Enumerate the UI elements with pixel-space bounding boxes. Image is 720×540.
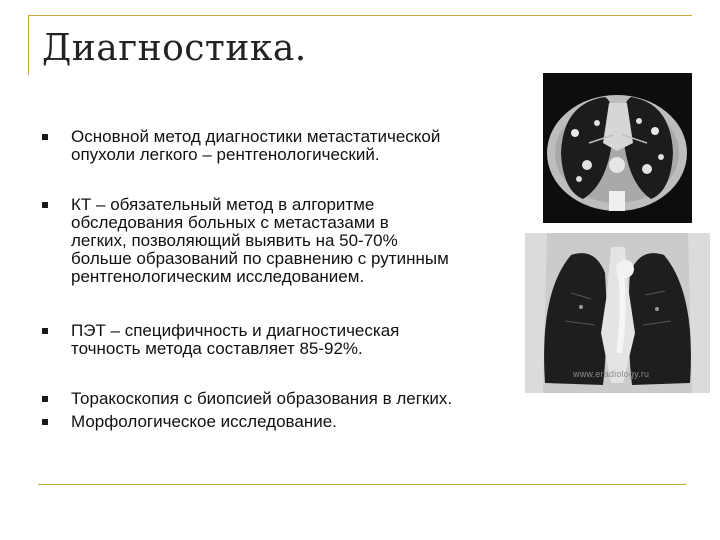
- decorative-vertical-line: [28, 15, 29, 75]
- bullet-text: ПЭТ – специфичность и диагностическая точность метода составляет 85-92%.: [71, 321, 400, 358]
- ct-scan-icon: [543, 73, 692, 223]
- bullet-item-pet: [42, 322, 532, 358]
- chest-xray-image: [525, 233, 710, 393]
- bullet-text: Морфологическое исследование.: [71, 412, 337, 431]
- bullet-text: Основной метод диагностики метастатической опухоли легкого – рентгенологический.: [71, 127, 441, 164]
- bullet-marker: [42, 396, 48, 402]
- bullet-marker: [42, 202, 48, 208]
- slide-title: Диагностика.: [42, 28, 307, 69]
- decorative-top-line: [28, 15, 692, 16]
- bullet-marker: [42, 328, 48, 334]
- xray-watermark: www.eradiology.ru: [573, 369, 650, 379]
- ct-scan-image: [543, 73, 692, 223]
- bullet-text: КТ – обязательный метод в алгоритме обследования больных с метастазами в легких, позволяющий выявить на 50-70% больше образований по сравнению с рутинным рентгенологическим исследованием.: [71, 195, 449, 286]
- decorative-bottom-line: [38, 484, 686, 485]
- bullet-marker: [42, 134, 48, 140]
- bullet-item-thoracoscopy: [42, 390, 532, 408]
- bullet-item-morphology: [42, 413, 532, 431]
- bullet-item-ct: [42, 196, 532, 286]
- bullet-marker: [42, 419, 48, 425]
- bullet-item-main-method: [42, 128, 532, 164]
- bullet-text: Торакоскопия с биопсией образования в легких.: [71, 389, 453, 408]
